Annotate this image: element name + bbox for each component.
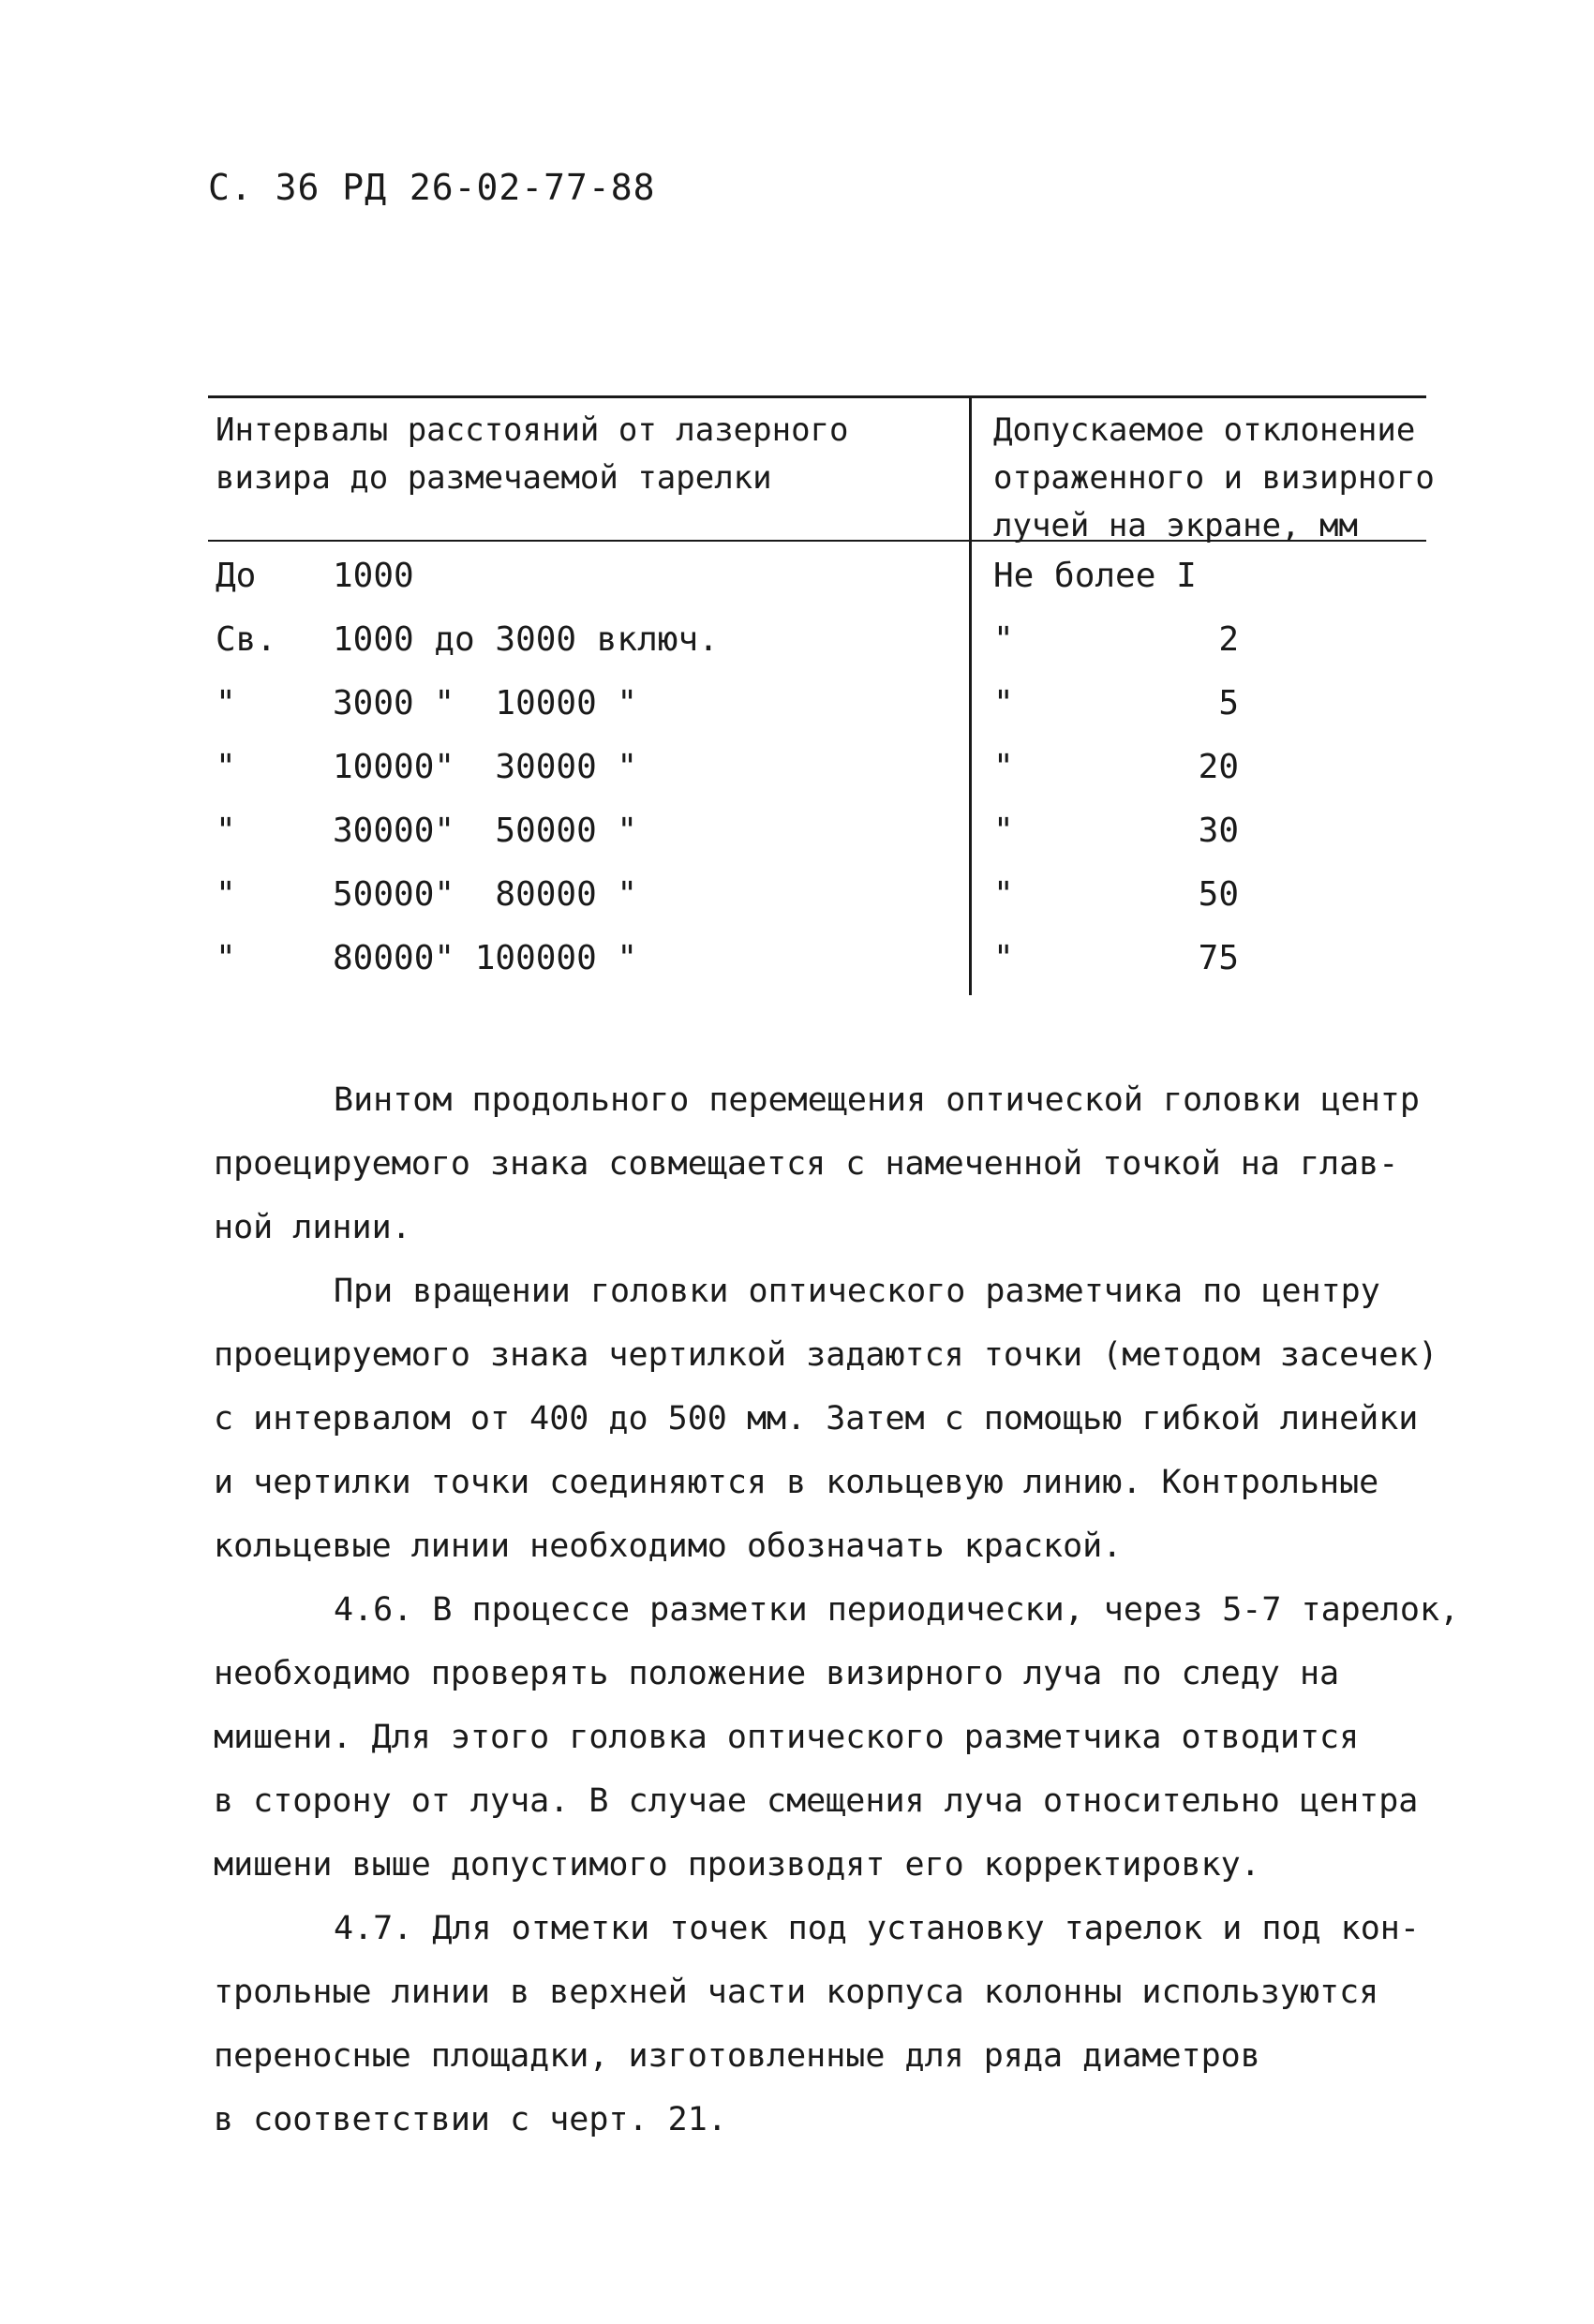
text-line: трольные линии в верхней части корпуса колонны используются [214, 1974, 1379, 2011]
row-range: 3000 " 10000 " [333, 684, 638, 723]
header-line: лучей на экране, мм [993, 507, 1358, 544]
tolerance-table [208, 395, 1435, 995]
row-value: 30 [1198, 812, 1239, 850]
row-prefix: До [216, 557, 257, 595]
page-header: С. 36 РД 26-02-77-88 [208, 167, 656, 208]
row-ditto: " [993, 812, 1014, 850]
table-row [208, 812, 1426, 875]
table-row [208, 557, 1426, 620]
row-ditto: " [993, 875, 1014, 914]
row-prefix: " [216, 875, 236, 914]
paragraph [214, 1897, 1441, 2152]
row-value: 20 [1198, 748, 1239, 786]
table-row [208, 875, 1426, 939]
text-line: необходимо проверять положение визирного луча по следу на [214, 1655, 1340, 1692]
row-value: Не более I [993, 557, 1197, 595]
row-prefix: " [216, 939, 236, 977]
row-value: 5 [1218, 684, 1239, 723]
row-prefix: Св. [216, 620, 277, 659]
column-header-distance [216, 407, 946, 502]
header-line: Допускаемое отклонение [993, 411, 1416, 449]
text-line: проецируемого знака совмещается с намеченной точкой на глав- [214, 1145, 1399, 1183]
table-row [208, 939, 1426, 1003]
text-line: в соответствии с черт. 21. [214, 2101, 727, 2138]
table-top-rule [208, 395, 1426, 398]
paragraph [214, 1068, 1441, 1259]
row-range: 30000" 50000 " [333, 812, 638, 850]
text-line: мишени выше допустимого производят его корректировку. [214, 1846, 1260, 1884]
text-line: переносные площадки, изготовленные для ряда диаметров [214, 2037, 1260, 2075]
table-row [208, 620, 1426, 684]
text-line: кольцевые линии необходимо обозначать краской. [214, 1527, 1123, 1565]
row-prefix: " [216, 748, 236, 786]
table-row [208, 684, 1426, 748]
row-range: 1000 до 3000 включ. [333, 620, 719, 659]
header-line: отраженного и визирного [993, 459, 1435, 497]
row-value: 50 [1198, 875, 1239, 914]
text-line: Винтом продольного перемещения оптической головки центр [334, 1081, 1420, 1119]
header-line: визира до размечаемой тарелки [216, 459, 772, 497]
row-range: 80000" 100000 " [333, 939, 638, 977]
text-line: При вращении головки оптического разметчика по центру [334, 1273, 1380, 1310]
row-prefix: " [216, 812, 236, 850]
row-value: 75 [1198, 939, 1239, 977]
text-line: 4.6. В процессе разметки периодически, через 5-7 тарелок, [334, 1591, 1460, 1629]
text-line: проецируемого знака чертилкой задаются точки (методом засечек) [214, 1336, 1438, 1374]
row-ditto: " [993, 748, 1014, 786]
text-line: ной линии. [214, 1209, 411, 1246]
row-ditto: " [993, 620, 1014, 659]
text-line: 4.7. Для отметки точек под установку тарелок и под кон- [334, 1910, 1420, 1947]
table-row [208, 748, 1426, 812]
paragraph [214, 1578, 1460, 1897]
row-range: 1000 [333, 557, 414, 595]
column-header-deviation [993, 407, 1434, 550]
text-line: мишени. Для этого головка оптического разметчика отводится [214, 1719, 1360, 1756]
row-range: 50000" 80000 " [333, 875, 638, 914]
text-line: с интервалом от 400 до 500 мм. Затем с помощью гибкой линейки [214, 1400, 1419, 1438]
row-range: 10000" 30000 " [333, 748, 638, 786]
body-text [214, 1068, 1460, 2152]
text-line: и чертилки точки соединяются в кольцевую линию. Контрольные [214, 1464, 1379, 1501]
row-prefix: " [216, 684, 236, 723]
row-value: 2 [1218, 620, 1239, 659]
header-line: Интервалы расстояний от лазерного [216, 411, 849, 449]
row-ditto: " [993, 684, 1014, 723]
paragraph [214, 1259, 1441, 1578]
row-ditto: " [993, 939, 1014, 977]
text-line: в сторону от луча. В случае смещения луча относительно центра [214, 1782, 1419, 1820]
